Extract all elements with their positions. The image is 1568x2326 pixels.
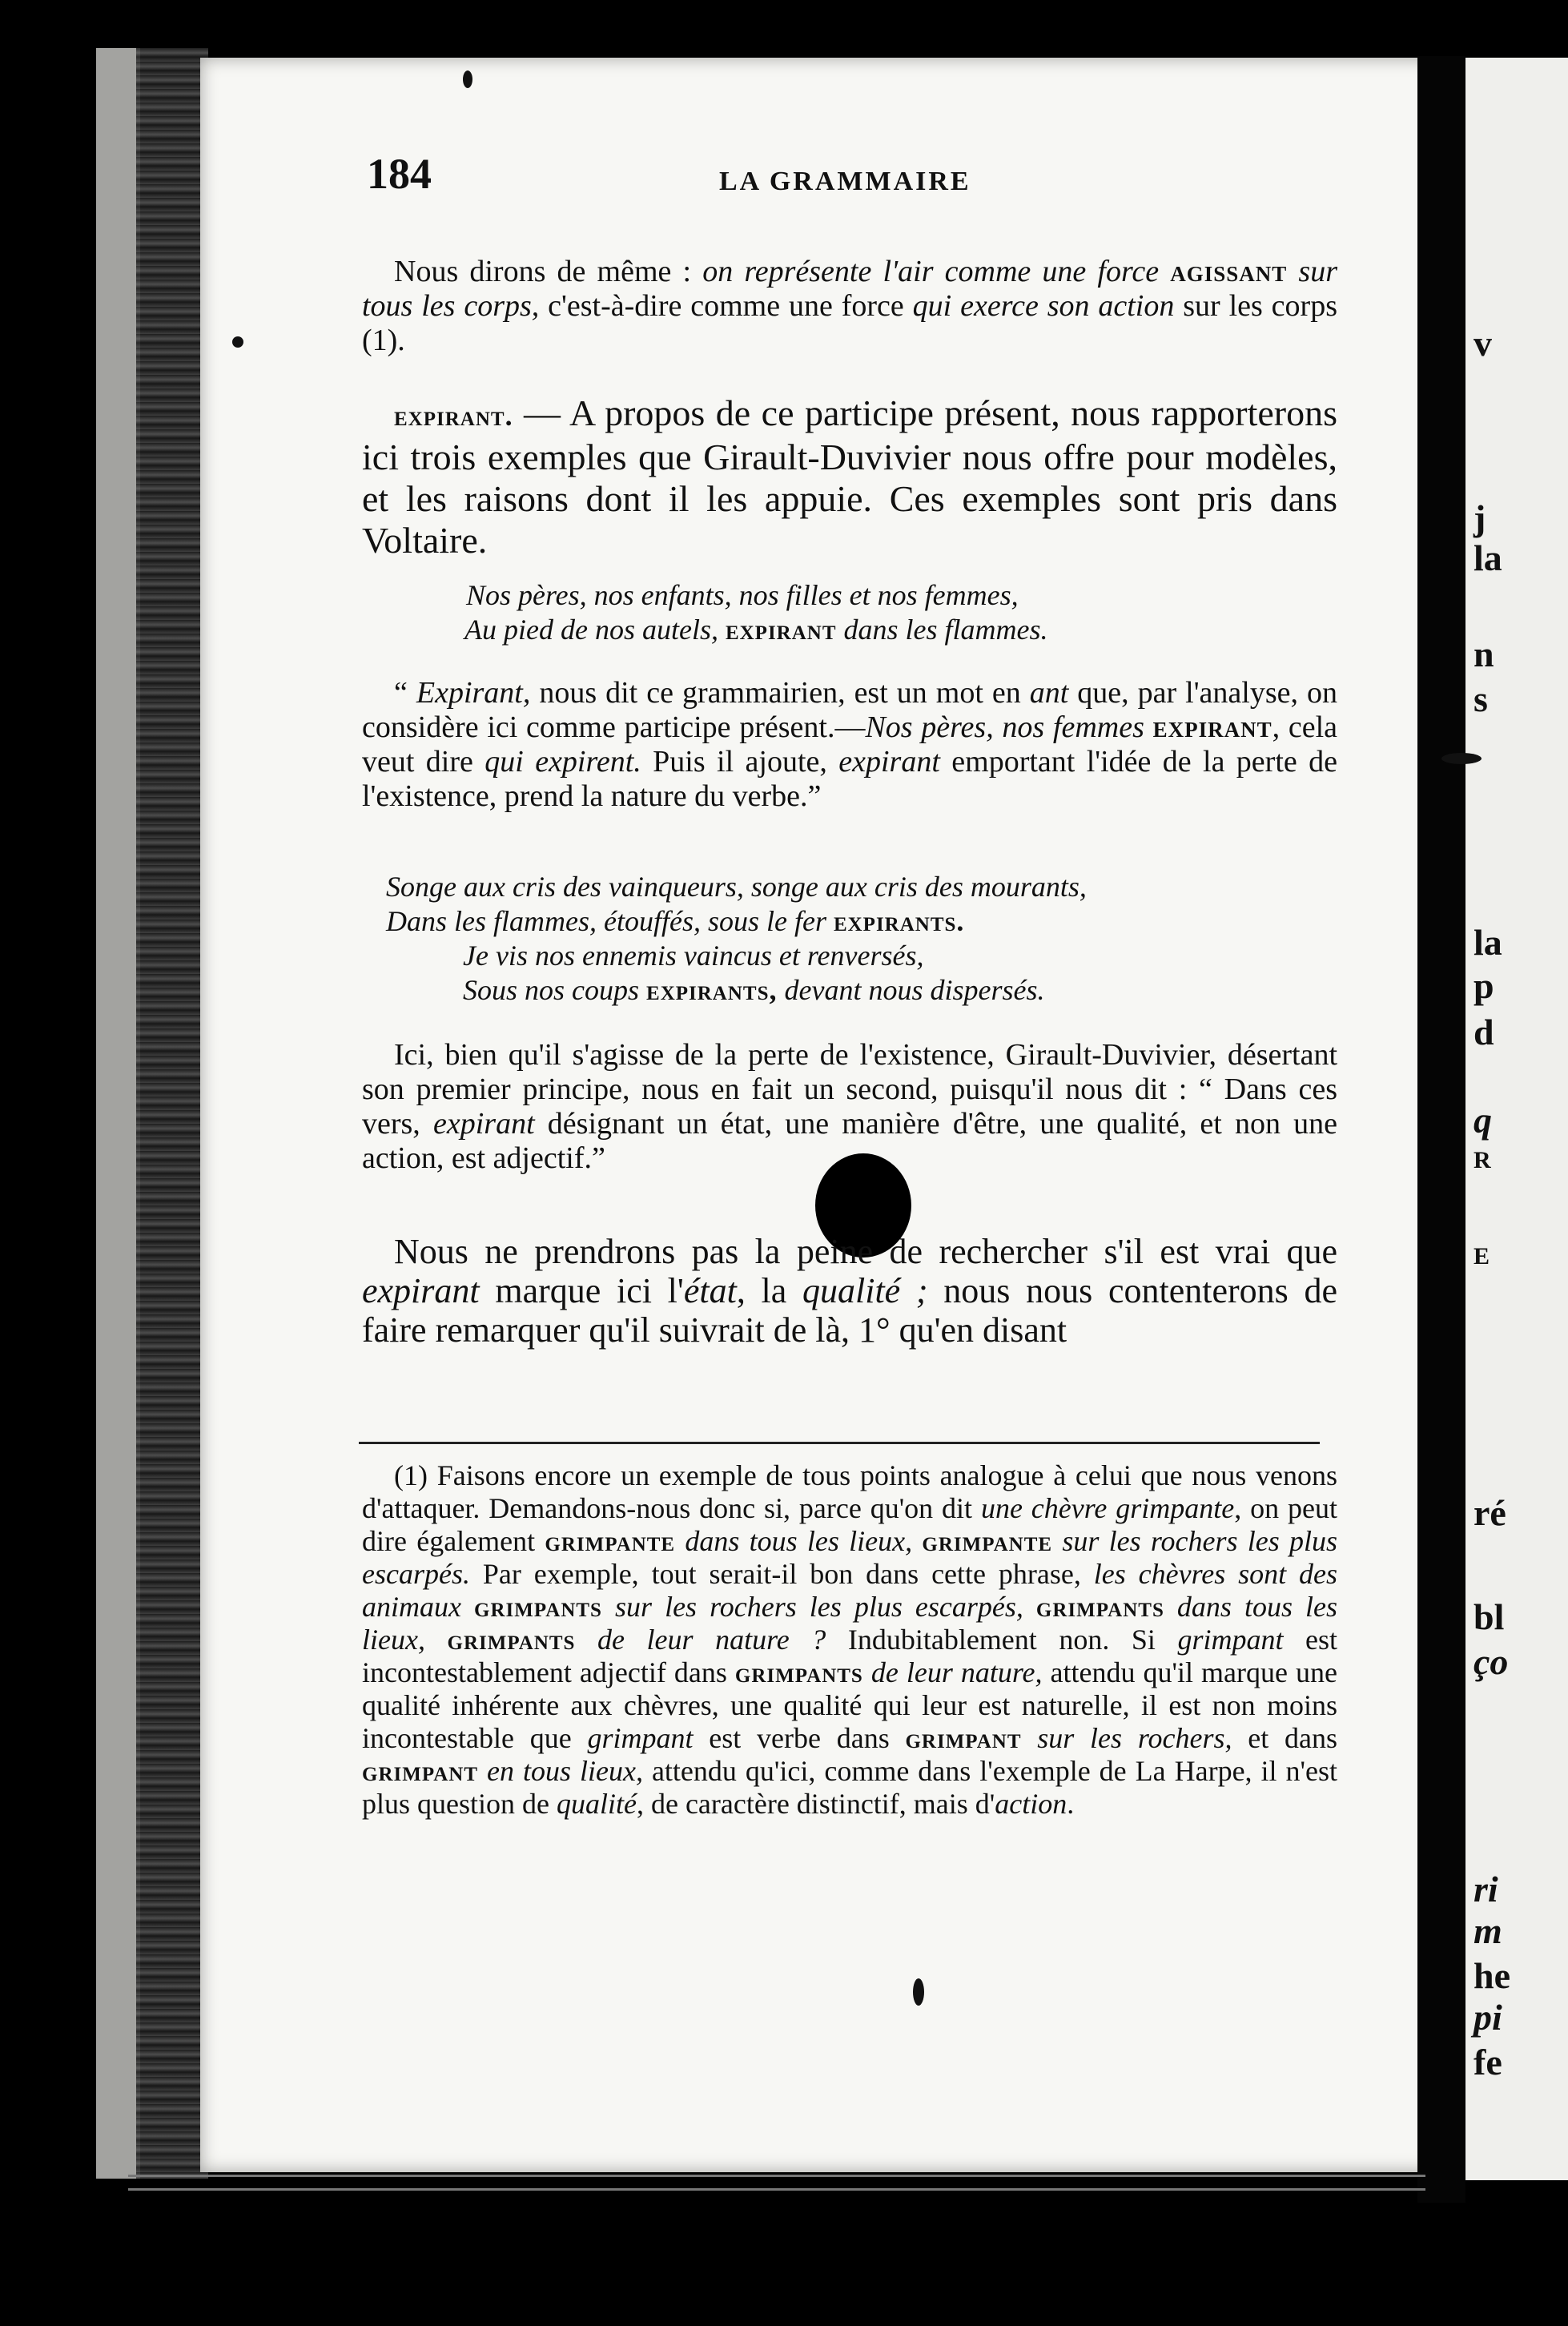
footnote: (1) Faisons encore un exemple de tous points analogue à celui que nous venons d'attaquer. Demandons-nous donc si, parce qu'on dit une chèvre grimpante, on peut dire également grimpante dans tous les lieux, grimpante sur les rochers les plus escarpés. Par exemple, tout serait-il bon dans cette phrase, les chèvres sont des animaux grimpants sur les rochers les plus escarpés, grimpants dans tous les lieux, grimpants de leur nature ? Indubitablement non. Si grimpant est incontestablement adjectif dans grimpants de leur nature, attendu qu'il marque une qualité inhérente aux chèvres, une qualité qui leur est naturelle, il est non moins incontestable que grimpant est verbe dans grimpant sur les rochers, et dans grimpant en tous lieux, attendu qu'ici, comme dans l'exemple de La Harpe, il n'est plus question de qualité, de caractère distinctif, mais d'action.: [362, 1459, 1338, 1820]
adjacent-glyph: n: [1474, 634, 1494, 674]
adjacent-glyph: j: [1474, 497, 1486, 538]
adjacent-glyph: q: [1474, 1100, 1492, 1141]
paragraph: Nous ne prendrons pas la peine de rechercher s'il est vrai que expirant marque ici l'état, la qualité ; nous nous contenterons de faire remarquer qu'il suivrait de là, 1° qu'en disant: [362, 1232, 1337, 1350]
paragraph: Nous dirons de même : on représente l'air comme une force agissant sur tous les corps, c'est-à-dire comme une force qui exerce son action sur les corps (1).: [362, 255, 1337, 357]
page-gutter-shadow: [136, 48, 208, 2179]
adjacent-glyph: v: [1474, 323, 1492, 364]
verse-quote: Songe aux cris des vainqueurs, songe aux cris des mourants, Dans les flammes, étouffés, sous le fer expirants. Je vis nos ennemis vaincus et renversés, Sous nos coups expirants, devant nous dispersés.: [386, 871, 1087, 1006]
adjacent-glyph: pi: [1474, 1997, 1502, 2038]
book-spine: [1417, 56, 1465, 2203]
page-bottom-edge: [128, 2175, 1425, 2191]
adjacent-glyph: ri: [1474, 1869, 1498, 1909]
footnote-rule: [359, 1442, 1320, 1444]
adjacent-glyph: bl: [1474, 1596, 1505, 1637]
adjacent-glyph: R: [1474, 1147, 1491, 1173]
adjacent-glyph: ré: [1474, 1492, 1506, 1533]
adjacent-glyph: E: [1474, 1243, 1490, 1270]
paragraph: “ Expirant, nous dit ce grammairien, est un mot en ant que, par l'analyse, on considère ici comme participe présent.—Nos pères, nos femmes expirant, cela veut dire qui expirent. Puis il ajoute, expirant emportant l'idée de la perte de l'existence, prend la nature du verbe.”: [362, 676, 1337, 813]
running-title: LA GRAMMAIRE: [719, 167, 971, 196]
paragraph: expirant. — A propos de ce participe présent, nous rapporterons ici trois exemples que Girault-Duvivier nous offre pour modèles, et les raisons dont il les appuie. Ces exemples sont pris dans Voltaire.: [362, 392, 1337, 561]
adjacent-page-fragment: [1465, 58, 1568, 2180]
adjacent-glyph: d: [1474, 1012, 1494, 1052]
adjacent-glyph: s: [1474, 678, 1488, 719]
adjacent-glyph: he: [1474, 1955, 1510, 1996]
adjacent-glyph: p: [1474, 965, 1494, 1006]
adjacent-glyph: la: [1474, 922, 1502, 963]
verse-quote: Nos pères, nos enfants, nos filles et nos femmes, Au pied de nos autels, expirant dans les flammes.: [464, 579, 1048, 646]
adjacent-glyph: m: [1474, 1910, 1502, 1951]
paragraph: Ici, bien qu'il s'agisse de la perte de l'existence, Girault-Duvivier, désertant son premier principe, nous en fait un second, puisqu'il nous dit : “ Dans ces vers, expirant désignant un état, une manière d'être, une qualité, et non une action, est adjectif.”: [362, 1038, 1337, 1175]
adjacent-glyph: ço: [1474, 1641, 1509, 1682]
adjacent-glyph: la: [1474, 537, 1502, 578]
ink-speck: [913, 1978, 924, 2006]
page-number: 184: [367, 150, 432, 198]
ink-speck: [1441, 753, 1482, 764]
running-header: [367, 149, 1312, 221]
adjacent-glyph: fe: [1474, 2042, 1502, 2083]
ink-speck: [232, 336, 243, 348]
binding-edge: [96, 48, 140, 2179]
ink-speck: [463, 70, 472, 88]
